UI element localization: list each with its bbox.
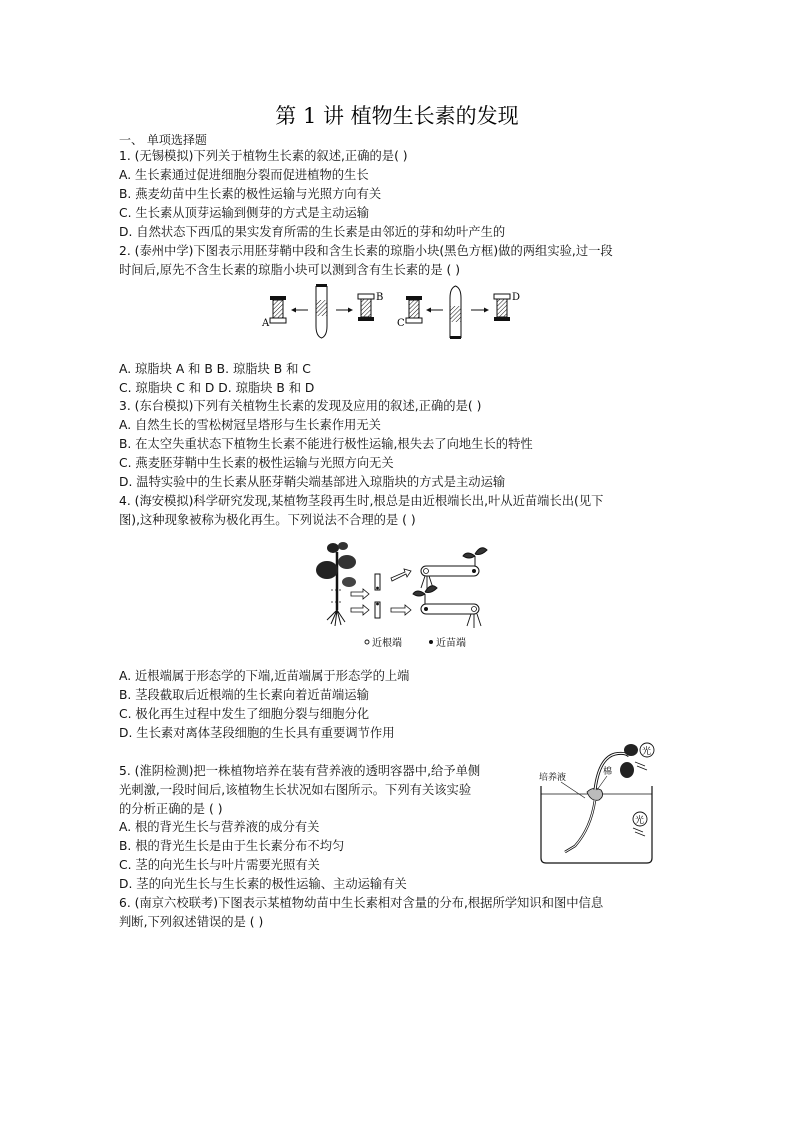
q3-option-c: C. 燕麦胚芽鞘中生长素的极性运输与光照方向无关 [119, 456, 394, 470]
q2-stem-line1: 2. (泰州中学)下图表示用胚芽鞘中段和含生长素的琼脂小块(黑色方框)做的两组实验,过一段 [119, 244, 613, 258]
coleoptile-1 [316, 284, 327, 338]
q4-option-a: A. 近根端属于形态学的下端,近苗端属于形态学的上端 [119, 669, 410, 683]
page-title: 第 1 讲 植物生长素的发现 [275, 104, 519, 128]
label-c: C [397, 318, 405, 329]
plant-root [565, 800, 595, 852]
leaf-mid [620, 762, 634, 778]
block-a [270, 296, 286, 323]
q4-stem-line2: 图),这种现象被称为极化再生。下列说法不合理的是 ( ) [119, 513, 416, 527]
q1-stem: 1. (无锡模拟)下列关于植物生长素的叙述,正确的是( ) [119, 149, 408, 163]
q4-option-b: B. 茎段截取后近根端的生长素向着近苗端运输 [119, 688, 369, 702]
label-b: B [376, 292, 384, 303]
q1-option-a: A. 生长素通过促进细胞分裂而促进植物的生长 [119, 168, 369, 182]
q4-stem-line1: 4. (海安模拟)科学研究发现,某植物茎段再生时,根总是由近根端长出,叶从近苗端长出(见下 [119, 494, 604, 508]
whole-plant [316, 542, 356, 626]
q2-stem-line2: 时间后,原先不含生长素的琼脂小块可以测到含有生长素的是 ( ) [119, 263, 461, 277]
solution-label: 培养液 [539, 773, 567, 783]
arrow-left-1 [291, 308, 308, 313]
q5-container-figure [535, 738, 665, 866]
q2-options-line2: C. 琼脂块 C 和 D D. 琼脂块 B 和 D [119, 381, 315, 395]
q3-option-a: A. 自然生长的雪松树冠呈塔形与生长素作用无关 [119, 418, 381, 432]
legend-root-marker [365, 640, 369, 644]
q5-option-b: B. 根的背光生长是由于生长素分布不均匀 [119, 839, 345, 853]
coleoptile-2 [450, 286, 461, 339]
arrow-right-2 [471, 308, 489, 313]
q1-option-d: D. 自然状态下西瓜的果实发育所需的生长素是由邻近的芽和幼叶产生的 [119, 225, 506, 239]
block-c [406, 296, 422, 323]
q5-stem-line2: 光刺激,一段时间后,该植物生长状况如右图所示。下列有关该实验 [119, 783, 472, 797]
q3-option-b: B. 在太空失重状态下植物生长素不能进行极性运输,根失去了向地生长的特性 [119, 437, 533, 451]
cotton-label: 棉 [603, 767, 613, 777]
q5-stem-line3: 的分析正确的是 ( ) [119, 802, 223, 816]
q2-coleoptile-figure [258, 282, 530, 342]
cotton-plug [587, 788, 603, 800]
q5-option-a: A. 根的背光生长与营养液的成分有关 [119, 820, 320, 834]
light-label-bottom: 光 [635, 816, 645, 826]
legend-shoot-marker [429, 640, 433, 644]
q4-regeneration-figure [305, 540, 505, 652]
q1-option-b: B. 燕麦幼苗中生长素的极性运输与光照方向有关 [119, 187, 382, 201]
block-d [494, 294, 510, 321]
leaf-top [624, 744, 638, 756]
q1-option-c: C. 生长素从顶芽运输到侧芽的方式是主动运输 [119, 206, 370, 220]
q3-stem: 3. (东台模拟)下列有关植物生长素的发现及应用的叙述,正确的是( ) [119, 399, 482, 413]
q6-stem-line2: 判断,下列叙述错误的是 ( ) [119, 915, 264, 929]
q6-stem-line1: 6. (南京六校联考)下图表示某植物幼苗中生长素相对含量的分布,根据所学知识和图中信息 [119, 896, 604, 910]
section-heading: 一、 单项选择题 [119, 133, 207, 147]
label-d: D [512, 292, 521, 303]
q5-option-d: D. 茎的向光生长与生长素的极性运输、主动运输有关 [119, 877, 407, 891]
light-label-top: 光 [642, 747, 652, 757]
regenerated-segment-1 [421, 548, 487, 590]
q4-option-d: D. 生长素对离体茎段细胞的生长具有重要调节作用 [119, 726, 395, 740]
arrow-left-2 [426, 308, 443, 313]
legend-shoot-label: 近苗端 [436, 638, 466, 649]
arrows [351, 569, 411, 615]
stem-segments [375, 574, 380, 618]
q5-option-c: C. 茎的向光生长与叶片需要光照有关 [119, 858, 320, 872]
q3-option-d: D. 温特实验中的生长素从胚芽鞘尖端基部进入琼脂块的方式是主动运输 [119, 475, 506, 489]
q2-options-line1: A. 琼脂块 A 和 B B. 琼脂块 B 和 C [119, 362, 311, 376]
regenerated-segment-2 [413, 586, 481, 628]
block-b [358, 294, 374, 321]
q4-option-c: C. 极化再生过程中发生了细胞分裂与细胞分化 [119, 707, 370, 721]
legend-root-label: 近根端 [372, 638, 402, 649]
q5-stem-line1: 5. (淮阴检测)把一株植物培养在装有营养液的透明容器中,给予单侧 [119, 764, 481, 778]
arrow-right-1 [336, 308, 353, 313]
label-a: A [262, 318, 270, 329]
